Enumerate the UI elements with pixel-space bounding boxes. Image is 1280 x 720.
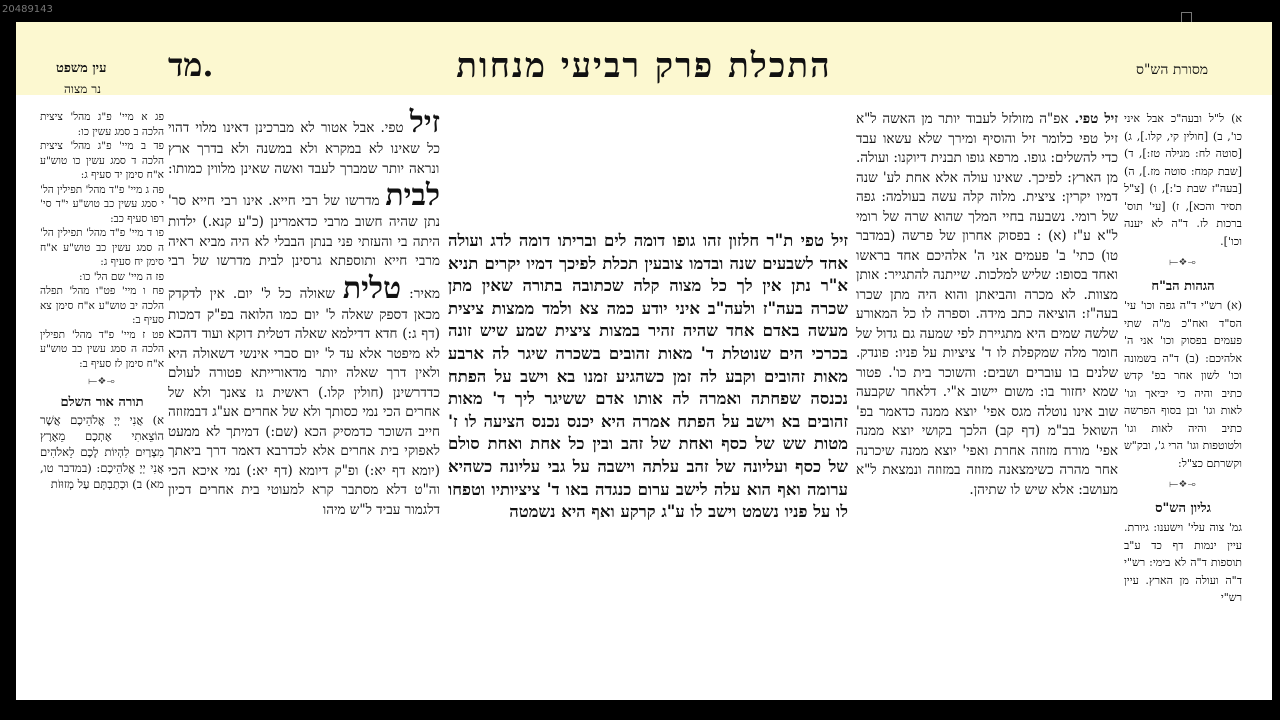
masoret-text: א) ל"ל ובעה"כ אבל איני כו', ב) [חולין קי, קלו.], ג) [סוטה לח: מגילה טז:], ד) [שבת קמח: סוטה מז.], ה) [בעה"ז שבת כ':], ו) [צ"ל תסיר והכא], ז) [עי' תוס' ברכות לז. ד"ה לא יענה וכו']. (1124, 112, 1242, 248)
talmud-page (16, 22, 1272, 702)
tosafot-text (168, 106, 440, 520)
rashi-text (856, 110, 1118, 500)
tosafot-talit-text: שאולה כל ל' יום. אין לדקדק מכאן דספק שאלה ל' יום כמו הלואה בפ"ק דמכות (דף ג:) חדא דדילמא שאלה דטלית דוקא ועוד דהכא לא מיפטר אלא עד ל' יום סברי אינשי דשאולה היא ולאין דרך שאלה יותר מדאורייתא פטורה לעולם כדדרשינן (חולין קלו.) ראשית גז צאנך ולא של אחרים הכי נמי כסותך ולא של אחרים אע"ג דבמזוזה חייב השוכר כדמסיק הכא (שם:) דמיתך לא ממעט לאפוקי בית אחרים אלא לכדרבא דאמר דרך ביאתך (יומא דף יא:) ופ"ק דיומא (דף יא:) נמי איכא הכי וה"ט דלא מסתבר קרא למעוטי בית אחרים דכיון דלגמור עביד ל"ש מיהו (168, 285, 440, 518)
rashi-column (856, 110, 1118, 702)
ein-mishpat-entry: פג א מיי' פ"ג מהל' ציצית הלכה ב סמג עשין כו: (40, 111, 164, 138)
window-id-text: 20489143 (2, 4, 53, 15)
torah-or-text: א) אֲנִי יְיָ אֱלֹהֵיכֶם אֲשֶׁר הוֹצֵאתִי אֶתְכֶם מֵאֶרֶץ מִצְרַיִם לִהְיוֹת לָכֶם לֵאלֹהִים אֲנִי יְיָ אֱלֹהֵיכֶם: (במדבר טו, מא) ב) וּכְתַבְתָּם עַל מְזוּזֹת (40, 413, 164, 491)
tosafot-intro: טפי. אבל אטור לא מברכינן דאינו מלוי דהוי כל שאינו לא במקרא ולא במשנה ולא בדרך ארץ ונראה יותר שמברך לעבד ואשה שאינן מלווין כמותו: (168, 120, 440, 177)
hagahot-text: (א) רש"י ד"ה גפה וכו' עי' הס"ד ואח"כ מ"ה שתי פעמים בפסוק וכו' אני ה' אלהיכם: (ב) ד"ה בשמונה וכו' לשון אחר בפ' קדש כתיב והיה כי יביאך וגו' לאות וגו' ובן בסוף הפרשה כתיב והיה לאות וגו' ולטוטפות וגו' הרי ג', ובק"ש וקשרתם כצ"ל: (1124, 299, 1242, 470)
ein-mishpat-list (40, 110, 164, 371)
tosafot-zil-word: זיל (409, 106, 440, 140)
ornament-divider: ⟜❖⟞ (88, 376, 116, 387)
tosafot-talit-word: טלית (342, 270, 402, 306)
ornament-divider: ⟜❖⟞ (1169, 479, 1197, 490)
right-margin-column (1124, 110, 1242, 700)
ein-mishpat-label: עין משפט (56, 61, 107, 76)
daf-number: מד. (168, 46, 214, 84)
hagahot-heading: הגהות הב"ח (1151, 278, 1215, 294)
tosafot-beit-word: לבית (385, 178, 440, 213)
ein-mishpat-entry: פז ה מיי' שם הל' כו: (79, 270, 164, 283)
bottom-black-bar (0, 700, 1280, 720)
rashi-dibur-hamatchil: זיל טפי. (1068, 111, 1118, 127)
gilyon-heading: גליון הש"ס (1155, 500, 1211, 516)
ein-mishpat-entry: פו ד מיי' פ"ד מהל' תפילין הל' ה סמג עשין כב טוש"ע א"ח סימן יח סעיף ג: (40, 227, 164, 268)
masoret-label: מסורת הש"ס (1136, 62, 1209, 78)
ner-mitzvah-label: נר מצוה (64, 82, 101, 96)
ornament-divider: ⟜❖⟞ (1169, 257, 1197, 268)
ein-mishpat-entry: פט ז מיי' פ"ד מהל' תפילין הלכה ה סמג עשין כב טוש"ע א"ח סימן לז סעיף ב: (40, 328, 164, 370)
gemara-text: זיל טפי ת"ר חלזון זהו גופו דומה לים ובריתו דומה לדג ועולה אחד לשבעים שנה ובדמו צובעין תכלת לפיכך דמיו יקרים תניא א"ר נתן אין לך כל מצוה קלה שכתובה בתורה שאין מתן שכרה בעה"ז ולעה"ב איני יודע כמה צא ולמד ממצות ציצית מעשה באדם אחד שהיה זהיר במצות ציצית שמע שיש זונה בכרכי הים שנוטלת ד' מאות זהובים בשכרה שיגר לה ארבע מאות זהובים וקבע לה זמן כשהגיע זמנו בא וישב על הפתח נכנסה שפחתה ואמרה לה אותו אדם ששיגר ליך ד' מאות זהובים בא וישב על הפתח אמרה היא יכנס נכנס הציעה לו ז' מטות שש של כסף ואחת של זהב ובין כל אחת ואחת סולם של כסף ועליונה של זהב עלתה וישבה על גבי עליונה כשהיא ערומה ואף הוא עלה לישב ערום כנגדה באו ד' ציציותיו וטפחו לו על פניו נשמט וישב לו ע"ג קרקע ואף היא נשמטה (448, 231, 848, 522)
torah-or-heading: תורה אור השלם (60, 394, 144, 410)
tosafot-column (168, 106, 440, 702)
ein-mishpat-entry: פה ג מיי' פ"ד מהל' תפילין הל' י סמג עשין כב טוש"ע י"ד סי' רפו סעיף כב: (40, 183, 164, 225)
rashi-body: אפ"ה מזולזל לעבוד יותר מן האשה ל"א זיל טפי כלומר זיל והוסיף ומירך שלא עשאו עבד כדי להשלים: גופו. מרפא גופו תבנית דיוקנו: ועולה. מן הארץ: לפיכך. שאינו עולה אלא אחת לע' שנה דמיו יקרין: ציצית. מלוה קלה עשה בעולמה: גפה של רומי. נשבעה בחיי המלך שהוא שרה של רומי ל"א ע"ז (א) : בפסוק אחרון של פרשה (במדבר טו) כתי' ב' פעמים אני ה' אלהיכם אחד בראשו ואחד בסופו: שליש למלכות. שייתנה להתגייר: אותן מצוות. לא מכרה והביאתן והוא היה מתן שכרו בעה"ז: הוציאה כתב מידה. וספרה לו כל המאורע שלשה שמים היא מתגיירת לפי שמעה גם גדול של חומר מלה שמקפלת לו ד' ציציות על פניו: פונדק. שלנים בו עוברים ושבים: והשוכר בית כו'. פטור שמא יחזור בו: משום יישוב א"י. דלאחר שקבעה שוב אינו נוטלה מגס אפי' יוצא ממנה כדאמר בפ' השואל בב"מ (דף קב) הלכך בקושי יוצא ממנה אפי' מורח מזוזה אחרת ואפי' יוצא ממנה שיכרנה אחר מהרה כשימצאנה מזוזה במזוזה ונמצאת ל"א מעושב: אלא שיש לו שתיהן. (856, 111, 1118, 498)
tosafot-beit-text: מדרשו של רבי חייא. אינו רבי חייא סר' נתן שהיה חשוב מרבי כדאמרינן (כ"ע קנא.) ילדות היתה בי והעזתי פני בנתן הבבלי לא היה מביא ראיה מרבי חייא ותוספתא גרסינן לבית מדרשו של רבי מאיר: (168, 193, 440, 302)
page-header (16, 22, 1272, 95)
ein-mishpat-entry: פד ב מיי' פ"ג מהל' ציצית הלכה ד סמג עשין כו טוש"ע א"ח סימן יד סעיף ג: (40, 140, 164, 181)
page-title: התכלת פרק רביעי מנחות (456, 46, 832, 86)
top-black-bar (0, 0, 1280, 22)
gemara-column (448, 230, 848, 702)
gilyon-text: גמ' צוה עלי' וישענו: גיורת. עיין ינמות דף כד ע"ב תוספות ד"ה לא בימי: רש"י ד"ה ועולה מן הארץ. עיין רש"י (1124, 521, 1242, 604)
left-margin-column (40, 110, 164, 702)
ein-mishpat-entry: פח ו מיי' פט"ו מהל' תפלה הלכה יב טוש"ע א"ח סימן צא סעיף ב: (40, 285, 164, 326)
